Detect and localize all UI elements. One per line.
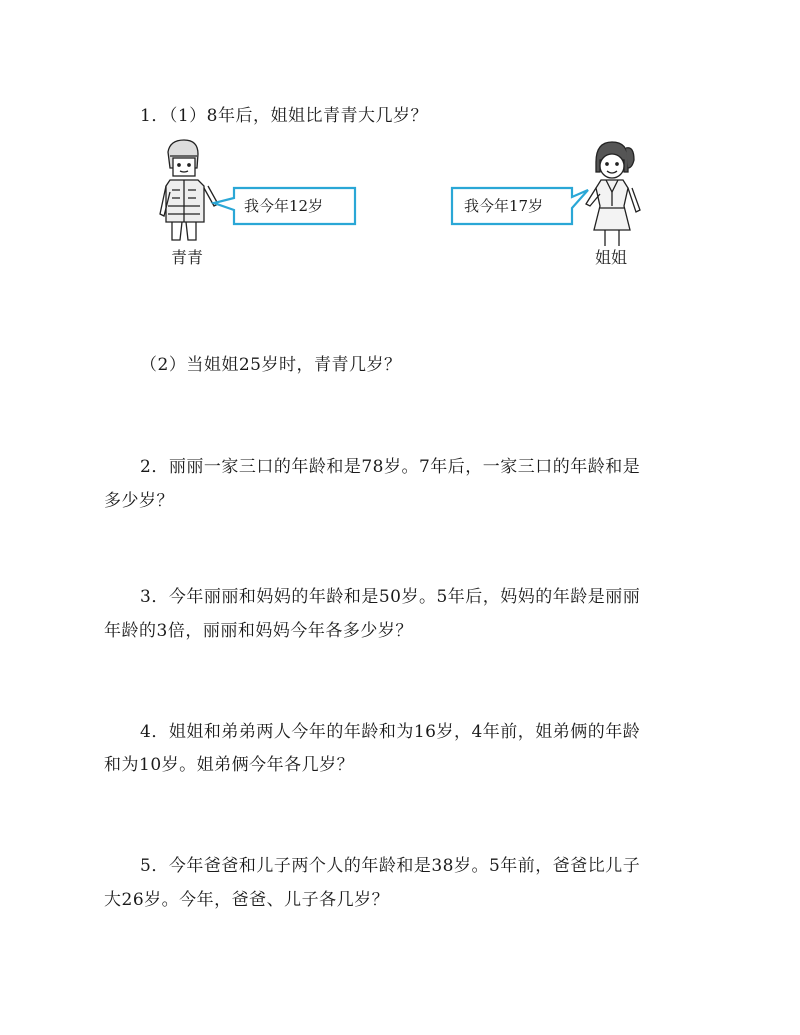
q1-part2-text: （2）当姐姐25岁时，青青几岁？	[140, 355, 402, 375]
q3-line1: 3．今年丽丽和妈妈的年龄和是50岁。5年后，妈妈的年龄是丽丽	[140, 587, 641, 607]
q1-part1-text: 1．（1）8年后，姐姐比青青大几岁？	[140, 106, 428, 126]
left-bubble-text: 我今年12岁	[244, 197, 324, 215]
right-figure-name: 姐姐	[595, 248, 628, 267]
q5-line1: 5．今年爸爸和儿子两个人的年龄和是38岁。5年前，爸爸比儿子	[140, 856, 641, 876]
q4-line1: 4．姐姐和弟弟两人今年的年龄和为16岁，4年前，姐弟俩的年龄	[140, 722, 641, 742]
q5-line2: 大26岁。今年，爸爸、儿子各几岁？	[104, 890, 390, 910]
q2-line2: 多少岁？	[104, 491, 174, 511]
q4-line2: 和为10岁。姐弟俩今年各几岁？	[104, 755, 355, 775]
q3-line2: 年龄的3倍，丽丽和妈妈今年各多少岁？	[104, 621, 413, 641]
boy-figure-icon	[160, 140, 218, 240]
left-figure-name: 青青	[171, 248, 204, 267]
q2-line1: 2．丽丽一家三口的年龄和是78岁。7年后，一家三口的年龄和是	[140, 457, 641, 477]
q1-illustration	[0, 0, 800, 280]
girl-figure-icon	[586, 142, 640, 246]
right-bubble-text: 我今年17岁	[464, 197, 544, 215]
